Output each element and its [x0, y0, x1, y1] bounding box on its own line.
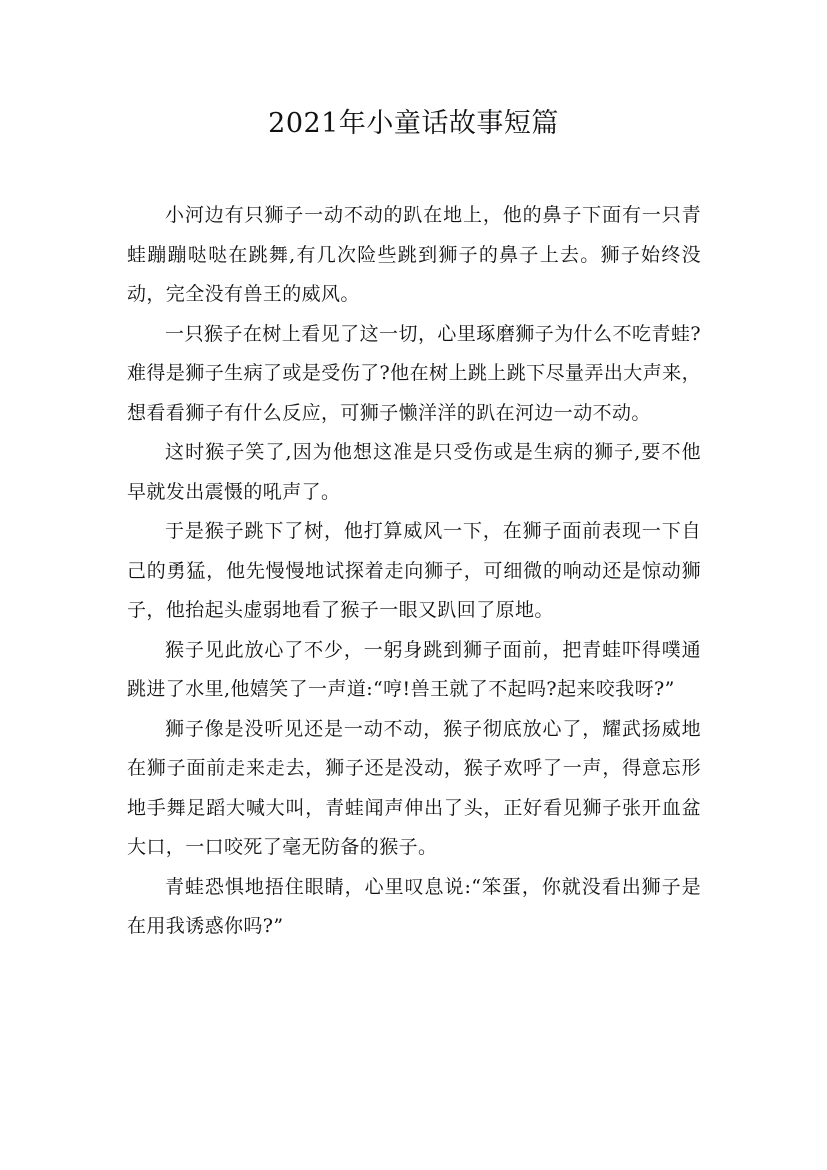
paragraph: 于是猴子跳下了树，他打算威风一下，在狮子面前表现一下自己的勇猛，他先慢慢地试探着走向狮子，可细微的响动还是惊动狮子，他抬起头虚弱地看了猴子一眼又趴回了原地。: [127, 520, 701, 621]
paragraph: 青蛙恐惧地捂住眼睛，心里叹息说:“笨蛋，你就没看出狮子是在用我诱惑你吗?”: [127, 875, 701, 937]
paragraph: 猴子见此放心了不少，一躬身跳到狮子面前，把青蛙吓得噗通跳进了水里,他嬉笑了一声道:“哼!兽王就了不起吗?起来咬我呀?”: [127, 638, 701, 700]
document-title: 2021年小童话故事短篇: [268, 108, 559, 139]
paragraph: 一只猴子在树上看见了这一切，心里琢磨狮子为什么不吃青蛙?难得是狮子生病了或是受伤了?他在树上跳上跳下尽量弄出大声来，想看看狮子有什么反应，可狮子懒洋洋的趴在河边一动不动。: [127, 322, 701, 424]
paragraph: 小河边有只狮子一动不动的趴在地上，他的鼻子下面有一只青蛙蹦蹦哒哒在跳舞,有几次险些跳到狮子的鼻子上去。狮子始终没动，完全没有兽王的威风。: [127, 204, 701, 305]
paragraph: 这时猴子笑了,因为他想这准是只受伤或是生病的狮子,要不他早就发出震慑的吼声了。: [127, 441, 701, 503]
paragraph: 狮子像是没听见还是一动不动，猴子彻底放心了，耀武扬威地在狮子面前走来走去，狮子还是没动，猴子欢呼了一声，得意忘形地手舞足蹈大喊大叫，青蛙闻声伸出了头，正好看见狮子张开血盆大口，一口咬死了毫无防备的猴子。: [127, 717, 701, 858]
document-body: [127, 196, 701, 947]
